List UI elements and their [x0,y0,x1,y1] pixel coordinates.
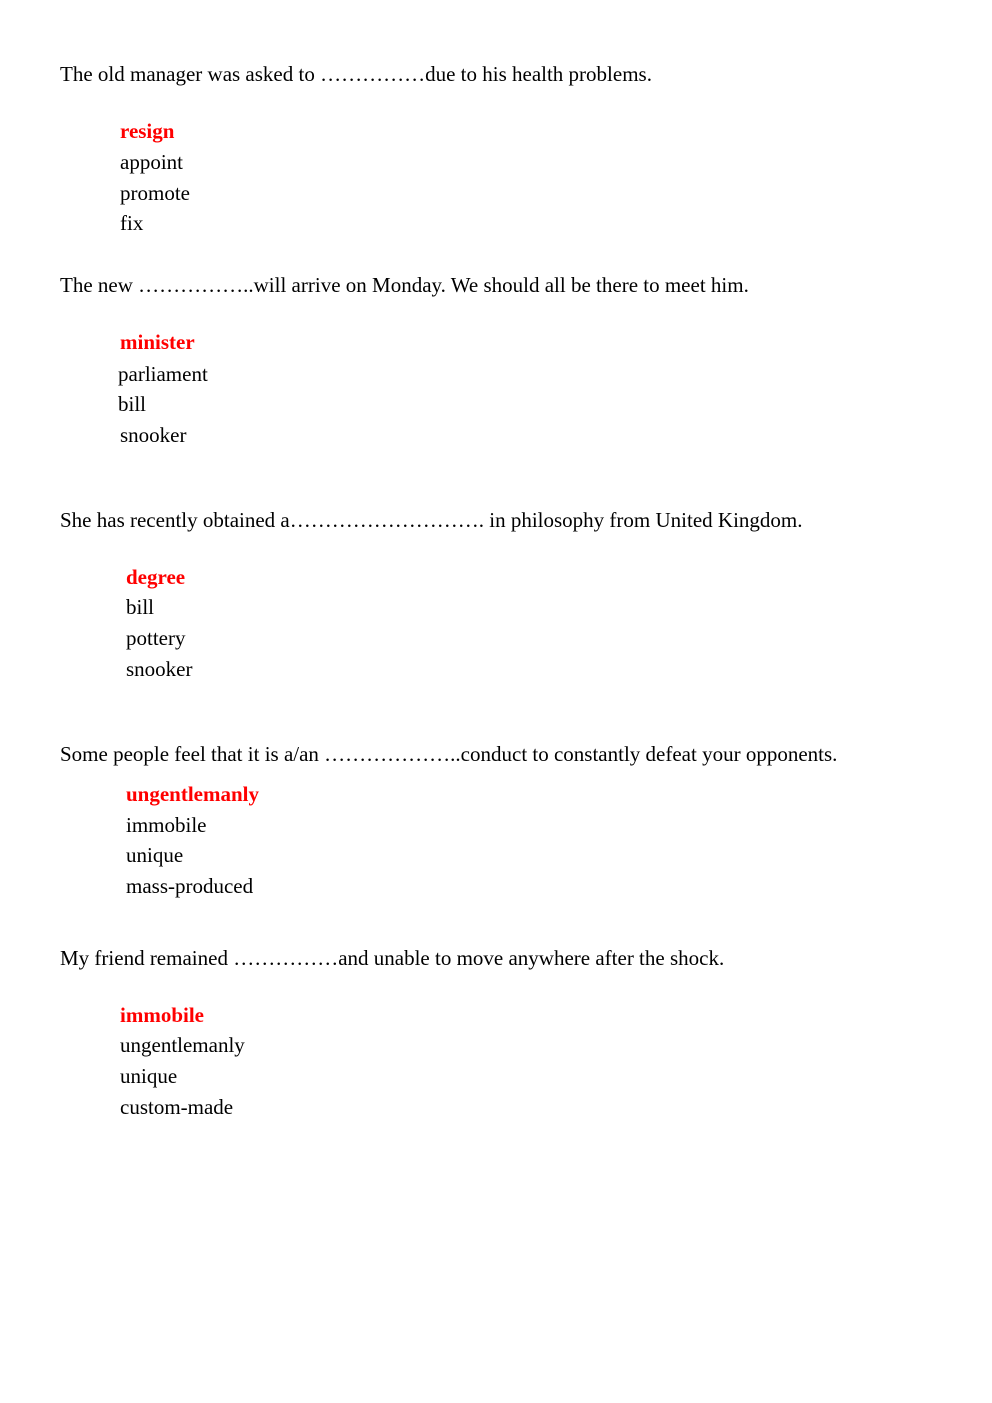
question-5-answer: immobile [120,1003,204,1027]
question-2-text: The new ……………..will arrive on Monday. We should all be there to meet him. [60,273,749,297]
question-4-option-1: immobile [126,813,207,837]
question-2-option-2: bill [118,392,147,416]
question-5-option-3: custom-made [120,1095,234,1119]
question-3-option-3: snooker [126,657,193,681]
question-1-option-2: promote [120,181,190,205]
question-5-option-2: unique [120,1064,178,1088]
question-4-option-2: unique [126,843,184,867]
question-5-option-1: ungentlemanly [120,1033,245,1057]
question-3-answer: degree [126,565,186,589]
question-2-option-3: snooker [120,423,187,447]
question-4-option-3: mass-produced [126,874,254,898]
question-3-option-1: bill [126,595,155,619]
question-1-option-3: fix [120,211,144,235]
question-1-text: The old manager was asked to ……………due to his health problems. [60,62,652,86]
question-4-text: Some people feel that it is a/an ………………..conduct to constantly defeat your opponents. [60,742,838,766]
question-1-answer: resign [120,119,175,143]
question-2-option-1: parliament [118,362,208,386]
question-2-answer: minister [120,330,195,354]
question-1-option-1: appoint [120,150,183,174]
question-4-answer: ungentlemanly [126,782,260,806]
question-3-option-2: pottery [126,626,186,650]
question-5-text: My friend remained ……………and unable to move anywhere after the shock. [60,946,725,970]
question-3-text: She has recently obtained a………………………. in philosophy from United Kingdom. [60,508,803,532]
